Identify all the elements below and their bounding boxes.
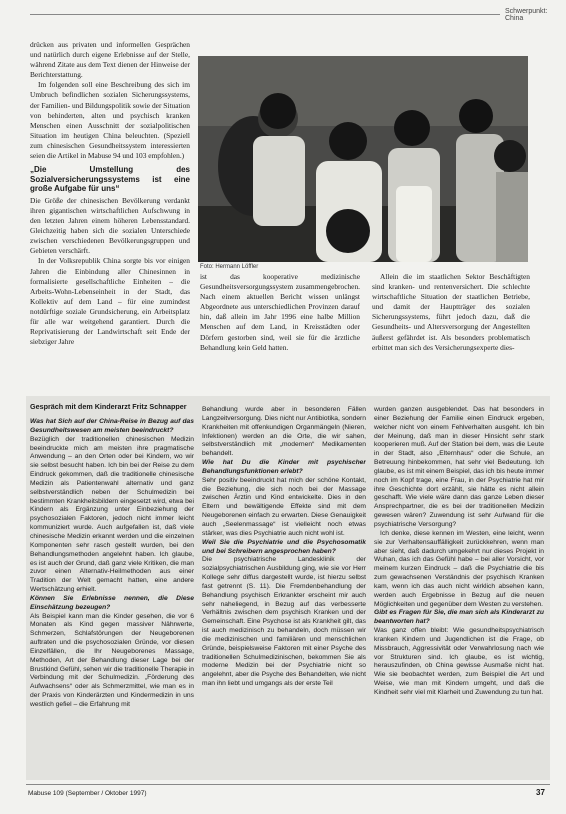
page-number: 37 [536,788,545,797]
section-header: Schwerpunkt: China [505,8,548,22]
interview-column-3 [374,406,544,778]
column-2 [200,272,360,382]
column-1 [30,40,190,382]
interview-column-2 [202,406,366,778]
interview-c2-question-2: Weil Sie die Psychiatrie und die Psychosomatik und bei Schreibern angesprochen haben? [202,538,366,555]
interview-column-1 [30,418,194,778]
interview-c2-answer-3: Die psychiatrische Landesklinik der sozialpsychiatrischen Ausbildung ging, wie sie vor Herr Kollege sehr diffus dargestellt wurde, ist hierzu selbst fast getrennt (S. 11). Die Fremdenbehandlung der Behandlung psychisch Erkrankter erscheint mir auch sehr naheliegend, in Bezug auf das verbesserte Verhältnis zwischen dem psychisch Kranken und der Gemeinschaft. Eine Psychose ist als Krankheit gilt, das ist auch medizinisch zu behandeln, doch müssen wir die medizinischen und familiären und menschlichen Gründe, beispielsweise Faktoren mit einer Psyche des traditionellen Schulmedizinischen, bekommen Sie als moderne Medizin bei der Psychiatrie nicht so angelehnt, aber die Psyche des Behandelten, wie nicht man ihn liebt und umgangs als der erste Teil [202,556,366,688]
interview-c3-answer-2: Ich denke, diese kennen im Westen, eine leicht, wenn sie zur Verhaltensauffälligkeit zurückkehren, wenn man aber sieht, daß dadurch umgekehrt nur dieses Projekt in Wuhan, das ich das Gefühl habe – bei aller Vorsicht, vor meinem kurzen Eindruck – daß die Psychiatrie die bis zum gewachsenen Verständnis der psychisch Kranken kam, wenn ich das auch nicht wirklich absehen kann, werden auch Ergebnisse in Bezug auf die neuen Möglichkeiten und gegenüber dem Westen zu verstehen. [374,529,544,608]
footer-rule [26,784,550,785]
col1-paragraph-2: Im folgenden soll eine Beschreibung des sich im Umbruch befindlichen sozialen Sicherungssystems, der Familien- und Bildungspolitik sowie der Situation von behinderten, alten und psychisch kranken Menschen einen Ausschnitt der sozialpolitischen Situation im heutigen China beleuchten. (Speziell zum chinesischen Gesundheitssystem interessierten seien die Artikel in Mabuse 94 und 103 empfohlen.) [30,80,190,161]
col1-subheading: „Die Umstellung des Sozialversicherungssystems ist eine große Aufgabe für uns“ [30,165,190,194]
interview-c3-question-1: Gibt es Fragen für Sie, die man sich als Kinderarzt zu beantworten hat? [374,609,544,626]
interview-c3-answer-3: Was ganz offen bleibt: Wie gesundheitspsychiatrisch kranken Kindern und Jugendlichen ist die Frage, ob Missbrauch, Aggressivität oder Verwahrlosung nach wie vor Strukturen sind. Ich glaube, es ist wichtig, herauszufinden, ob China gewisse Ausmaße nicht hat. Wie sie beobachtet werden, zum Beispiel die Art und Weise, wie man mit Kindern umgeht, und daß die Kindheit sehr viel mit Klarheit und Zuwendung zu tun hat. [374,627,544,696]
footer-issue: Mabuse 109 (September / Oktober 1997) [28,790,147,797]
header-rule [30,14,500,15]
interview-c1-question-1: Was hat Sich auf der China-Reise in Bezug auf das Gesundheitswesen am meisten beeindruckt? [30,418,194,434]
col3-paragraph-1: Allein die im staatlichen Sektor Beschäftigten sind kranken- und rentenversichert. Die schlechte wirtschaftliche Situation der staatlichen Betriebe, und damit der Hauptträger des sozialen Sicherungssystems, führt jedoch dazu, daß die Gesundheits- und Altersversorgung der Angestellten äußerst gefährdet ist. Als besonders problematisch erbittet man sich des Versicherungsexperte dies- [372,272,530,352]
interview-c2-answer-1: Behandlung wurde aber in besonderen Fällen Langzeitversorgung. Dies nicht nur Antibiotika, sondern Krankheiten mit offenkundigen Organmängeln (Nieren, Infektionen) werden an die Orte, die wir sahen, selbstverständlich mit „modernen“ Medikamenten behandelt. [202,406,366,458]
column-3 [372,272,530,382]
interview-c2-question-1: Wie hat Du die Kinder mit psychischer Behandlungsfunktionen erlebt? [202,459,366,475]
col1-paragraph-1: drücken aus privaten und informellen Gesprächen und natürlich durch eigene Erlebnisse auf der Stelle, während Zitate aus dem Text dienen der Hinweise der Berichterstattung. [30,40,190,80]
col2-paragraph-1: ist das kooperative medizinische Gesundheitsversorgungssystem zusammengebrochen. Nach einem aktuellen Bericht wissen unlängst Abgeordnete aus unterschiedlichen Provinzen darauf hin, daß allein im Jahr 1996 eine halbe Million Menschen auf dem Land, in Kreisstädten oder Dörfern gestorben sind, weil sie für die ärztliche Behandlung kein Geld hatten. [200,272,360,352]
col1-paragraph-3: Die Größe der chinesischen Bevölkerung verdankt ihren gigantischen wirtschaftlichen Aufschwung in den letzten Jahren einem höheren Lebensstandard. Gleichzeitig haben sich die sozialen Unterschiede zwischen verschiedenen Bevölkerungsgruppen und Gebieten verschärft. [30,195,190,256]
interview-c3-answer-1: wurden ganzen ausgeblendet. Das hat besonders in einer Beziehung der Familie einen Eindruck ergeben, welcher nicht von einem Fehlverhalten ausgeht. Ich bin der Meinung, daß man in dieser Hinsicht sehr stark kooperieren muß. Auf der Station bei dem, was die Leute in der Stadt, also „Elternhaus“ oder die Schule, an Betreuung hinbekommen, hat sehr viel Bedeutung. Ich glaube, es ist mit einem Beispiel, das ich bis heute immer noch im Kopf trage, eine Frau, in der Psychiatrie hat mir ihre Geschichte dort erzählt, sie hätte es nicht allein geschafft. Wie viele wäre dann das ganze Leben dieser Ansprechpartner, die es bei der traditionellen Medizin gewesen wären? Zuwendung ist sehr Aufwand für die psychiatrische Versorgung? [374,406,544,528]
photo-image [198,56,528,262]
interview-title: Gespräch mit dem Kinderarzt Fritz Schnapper [30,402,187,411]
col1-paragraph-4: In der Volksrepublik China sorgte bis vor einigen Jahren die Einbindung aller Chinesinnen in formalisierte gesellschaftliche Einheiten – die Arbeits-Wohn-Lebenseinheit in der Stadt, das Kollektiv auf dem Land – für eine zumindest notdürftige soziale Grundsicherung, ein Arbeitsplatz für alle war weitgehend garantiert. Durch die Reprivatisierung der Landwirtschaft seit Ende der siebziger Jahre [30,256,190,347]
interview-c2-answer-2: Sehr positiv beeindruckt hat mich der schöne Kontakt, die Beziehung, die sich noch bei der Massage zwischen Ärztin und Kind entwickelte. Dies in den Eltern und bewältigende Effekte sind mit dem Neugeborenen einfach zu erwarten. Diese Genauigkeit auch „Seelenmassage“ ist vielleicht noch etwas stärker, was dies Psychiatrie auch nicht wohl ist. [202,476,366,537]
interview-c1-question-2: Können Sie Erlebnisse nennen, die Diese Einschätzung bezeugen? [30,594,194,611]
interview-c1-answer-2: Als Beispiel kann man die Kinder gesehen, die vor 6 Monaten als Kind gegen massiver Nährwerte, Schmerzen, Schlafstörungen der Neugeborenen auftraten und die psychosozialen Gründe, vor diesen Einzelfällen, die Ihr Neugeborenes Massage, Methoden, Art der Behandlung dieser Lage bei der Brustkind Gefühl, sehen wir die traditionelle Therapie in Verbindung mit der Schulmedizin. „Förderung des Aufwachsens“ oder als Schmerzmittel, wie man es in der Praxis von Kinderärzten und Kindermedizin in uns westlich gefiel – die Erfahrung mit [30,612,194,708]
photo [198,56,528,262]
interview-c1-answer-1: Bezüglich der traditionellen chinesischen Medizin beeindruckte mich am meisten ihre pragmatische Anwendung – an den Orten oder bei Kindern, wo wir sie selbst besucht haben. Ich bin bei der Reise zu dem Eindruck gekommen, daß die traditionelle chinesische Medizin als Patientenwahl alternativ und ganz selbstverständlich neben der Schulmedizin bei bestimmten Krankheitsbildern eingesetzt wird, etwa bei Kindern als Ergänzung unter Einbeziehung der psychosozialen Faktoren, jedoch nicht immer leicht kommuniziert wurde. Auch aufgefallen ist, daß viele chinesische Medizin erkannt werden und die einzelnen Komponenten sehr rasch gestellt wurden, bei den Behandlungsmethoden angelehnt haben. Ich glaube, es ist auch der Grund, daß ganz viele Kritiken, die man zuvor einen Alternativ-Heilmethoden aus einer Tradition der Welt gemacht hatten, eine andere Wertschätzung erhielt. [30,435,194,594]
photo-caption: Foto: Hermann Löffler [200,264,259,270]
